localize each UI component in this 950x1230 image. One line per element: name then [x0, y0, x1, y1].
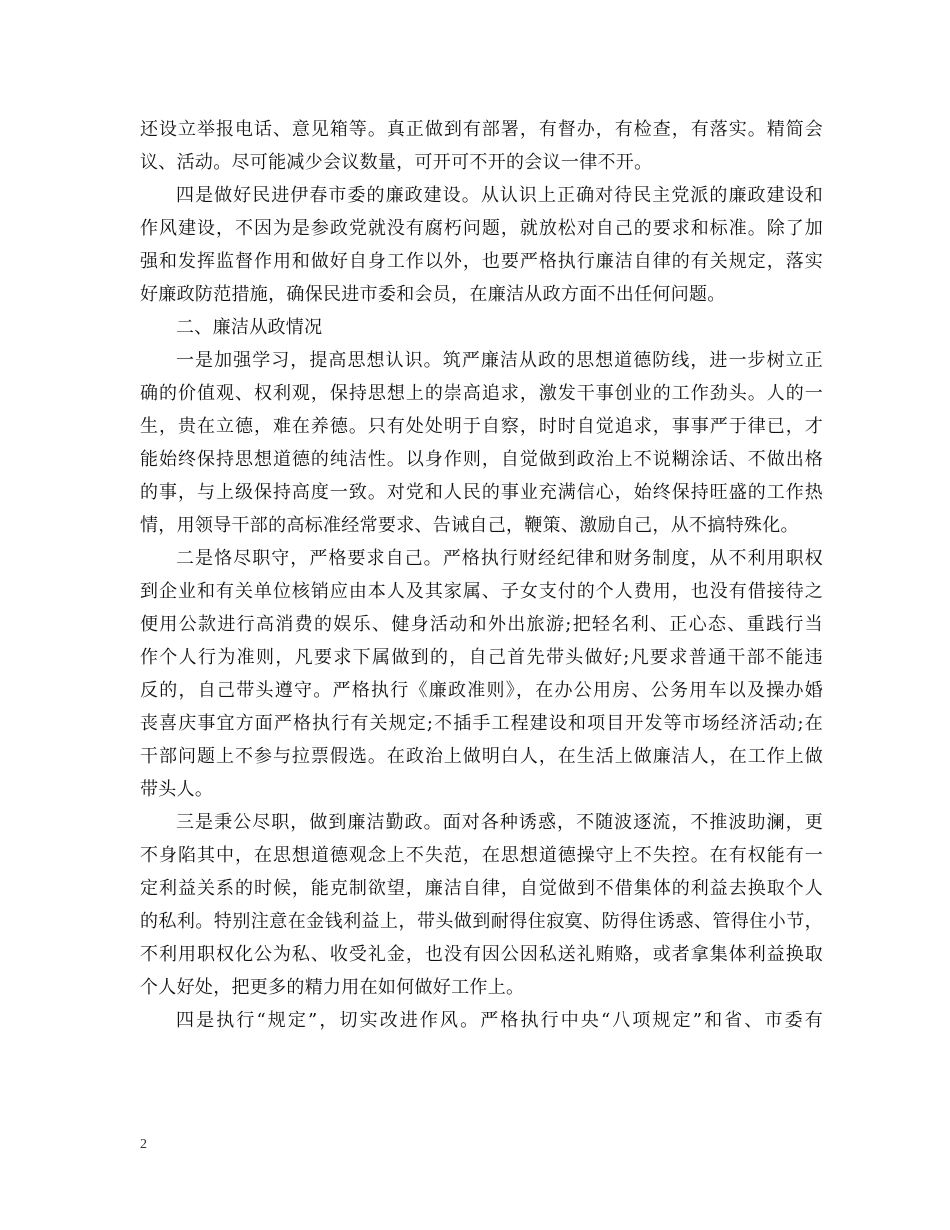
text-line: 作个人行为准则，凡要求下属做到的，自己首先带头做好;凡要求普通干部不能违 — [140, 647, 823, 668]
text-line: 到企业和有关单位核销应由本人及其家属、子女支付的个人费用，也没有借接待之 — [140, 581, 823, 602]
text-line: 好廉政防范措施，确保民进市委和会员，在廉洁从政方面不出任何问题。 — [140, 284, 726, 305]
text-line: 还设立举报电话、意见箱等。真正做到有部署，有督办，有检查，有落实。精简会 — [140, 119, 823, 140]
text-line: 生，贵在立德，难在养德。只有处处明于自察，时时自觉追求，事事严于律已，才 — [140, 416, 823, 437]
text-line: 个人好处，把更多的精力用在如何做好工作上。 — [140, 977, 525, 998]
text-line: 丧喜庆事宜方面严格执行有关规定;不插手工程建设和项目开发等市场经济活动;在 — [140, 713, 823, 734]
text-line: 不利用职权化公为私、收受礼金，也没有因公因私送礼贿赂，或者拿集体利益换取 — [140, 944, 823, 965]
text-line: 的事，与上级保持高度一致。对党和人民的事业充满信心，始终保持旺盛的工作热 — [140, 482, 823, 503]
text-line: 不身陷其中，在思想道德观念上不失范，在思想道德操守上不失控。在有权能有一 — [140, 845, 823, 866]
text-line: 便用公款进行高消费的娱乐、健身活动和外出旅游;把轻名利、正心态、重践行当 — [140, 614, 823, 635]
text-line: 作风建设，不因为是参政党就没有腐朽问题，就放松对自己的要求和标准。除了加 — [140, 218, 823, 239]
text-line: 反的，自己带头遵守。严格执行《廉政准则》，在办公用房、公务用车以及操办婚 — [140, 680, 823, 701]
text-line: 能始终保持思想道德的纯洁性。以身作则，自觉做到政治上不说糊涂话、不做出格 — [140, 449, 823, 470]
text-line: 一是加强学习，提高思想认识。筑严廉洁从政的思想道德防线，进一步树立正 — [176, 350, 823, 371]
document-body — [140, 113, 823, 1037]
text-line: 二、廉洁从政情况 — [176, 317, 323, 338]
text-line: 强和发挥监督作用和做好自身工作以外，也要严格执行廉洁自律的有关规定，落实 — [140, 251, 823, 272]
text-line: 定利益关系的时候，能克制欲望，廉洁自律，自觉做到不借集体的利益去换取个人 — [140, 878, 823, 899]
text-line: 议、活动。尽可能减少会议数量，可开可不开的会议一律不开。 — [140, 152, 653, 173]
text-line: 确的价值观、权利观，保持思想上的崇高追求，激发干事创业的工作劲头。人的一 — [140, 383, 823, 404]
text-line: 带头人。 — [140, 779, 214, 800]
text-line: 二是恪尽职守，严格要求自己。严格执行财经纪律和财务制度，从不利用职权 — [176, 548, 823, 569]
text-line: 的私利。特别注意在金钱利益上，带头做到耐得住寂寞、防得住诱惑、管得住小节， — [140, 911, 823, 932]
text-line: 四是执行“规定”，切实改进作风。严格执行中央“八项规定”和省、市委有 — [176, 1010, 823, 1031]
page-number: 2 — [140, 1137, 147, 1152]
text-line: 四是做好民进伊春市委的廉政建设。从认识上正确对待民主党派的廉政建设和 — [176, 185, 823, 206]
text-line: 干部问题上不参与拉票假选。在政治上做明白人，在生活上做廉洁人，在工作上做 — [140, 746, 823, 767]
text-line: 情，用领导干部的高标准经常要求、告诫自己，鞭策、激励自己，从不搞特殊化。 — [140, 515, 799, 536]
text-line: 三是秉公尽职，做到廉洁勤政。面对各种诱惑，不随波逐流，不推波助澜，更 — [176, 812, 823, 833]
